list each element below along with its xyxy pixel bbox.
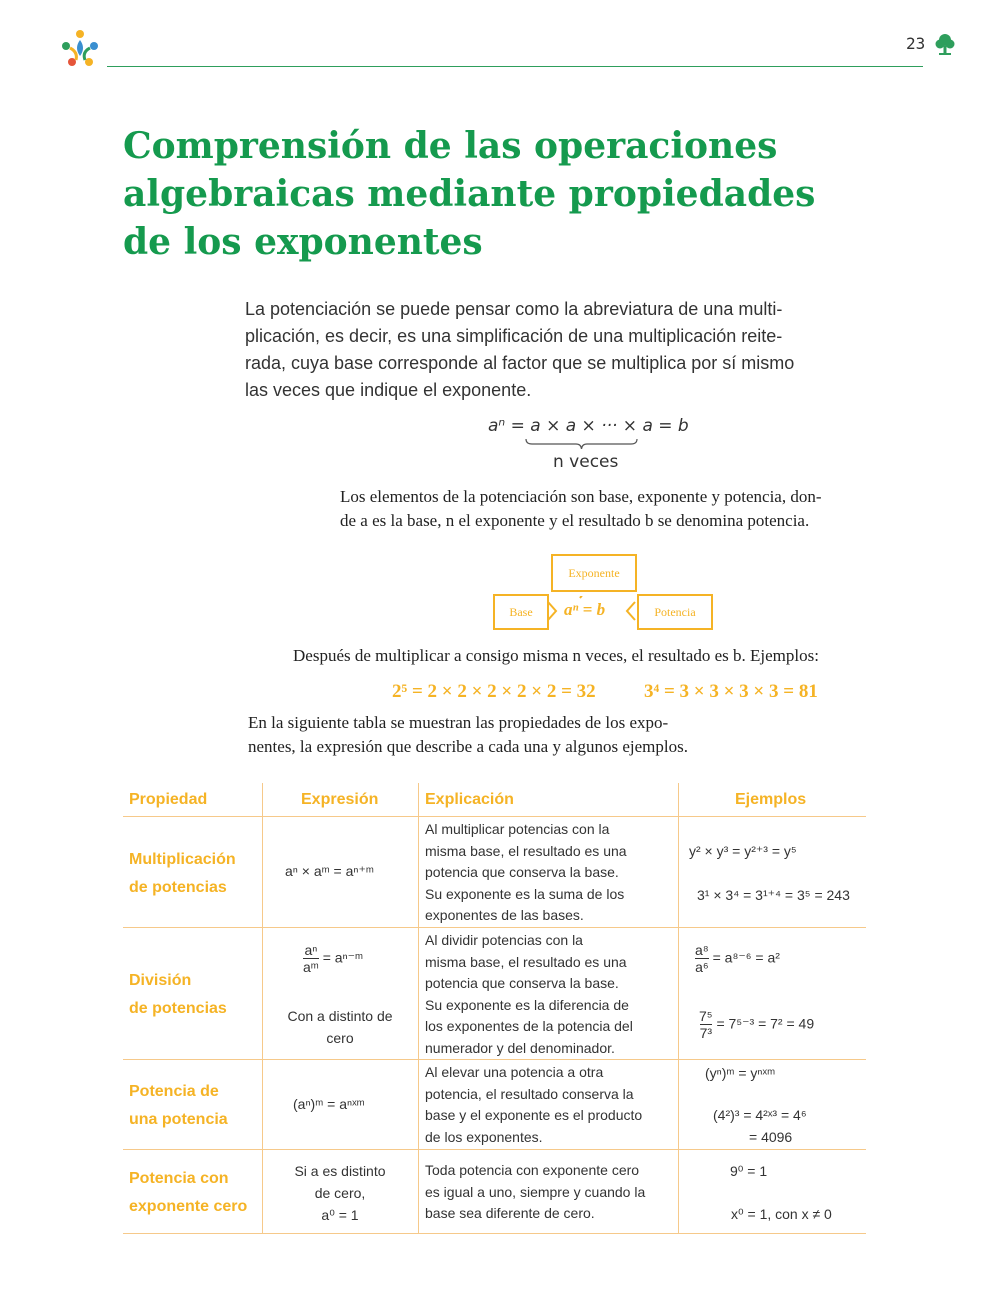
explanation-line: de los exponentes. — [425, 1128, 543, 1145]
fraction-numerator: aⁿ — [304, 942, 318, 958]
example-result: = 7⁵⁻³ = 7² = 49 — [716, 1015, 815, 1032]
fraction-denominator: 7³ — [699, 1025, 713, 1041]
explanation-line: los exponentes de la potencia del — [425, 1018, 633, 1034]
example-1: 2⁵ = 2 × 2 × 2 × 2 × 2 = 32 — [392, 681, 596, 702]
elements-line: de a es la base, n el exponente y el resultado b se denomina potencia. — [340, 511, 810, 530]
property-name — [129, 1165, 247, 1221]
expression-condition — [279, 1005, 401, 1049]
example-cell: 3¹ × 3⁴ = 3¹⁺⁴ = 3⁵ = 243 — [697, 887, 850, 903]
page-title — [123, 122, 816, 266]
table-col-divider — [678, 783, 679, 1233]
explanation-line: es igual a uno, siempre y cuando la — [425, 1183, 646, 1200]
power-formula: aⁿ = a × a × ··· × a = b — [488, 416, 689, 436]
property-line: de potencias — [129, 1000, 227, 1017]
example-cell — [695, 943, 780, 975]
underbrace — [524, 437, 639, 451]
property-name — [129, 967, 227, 1023]
explanation-cell — [425, 1062, 642, 1148]
intro-line: plicación, es decir, es una simplificación de una multiplicación reite- — [245, 326, 783, 346]
intro-line: rada, cuya base corresponde al factor que se multiplica por sí mismo — [245, 353, 795, 373]
example-cell: x⁰ = 1, con x ≠ 0 — [731, 1206, 832, 1222]
example-cell: y² × y³ = y²⁺³ = y⁵ — [689, 843, 797, 859]
expression-cell: aⁿ × aᵐ = aⁿ⁺ᵐ — [285, 863, 374, 879]
table-intro-paragraph — [248, 711, 688, 759]
example-cell — [699, 1009, 814, 1041]
table-intro-line: En la siguiente tabla se muestran las propiedades de los expo- — [248, 713, 669, 732]
explanation-cell — [425, 930, 633, 1059]
examples-intro: Después de multiplicar a consigo misma n veces, el resultado es b. Ejemplos: — [293, 646, 819, 665]
table-rule — [123, 1233, 866, 1234]
explanation-line: misma base, el resultado es una — [425, 842, 627, 859]
expression-result: = aⁿ⁻ᵐ — [322, 949, 364, 966]
explanation-cell — [425, 819, 627, 927]
expression-line: de cero, — [314, 1185, 366, 1201]
example-2: 3⁴ = 3 × 3 × 3 × 3 = 81 — [644, 681, 818, 702]
diagram-base-label: Base — [509, 604, 533, 619]
header-ejemplos: Ejemplos — [735, 791, 807, 808]
fraction-denominator: a⁶ — [695, 959, 709, 975]
property-line: Potencia de — [129, 1083, 219, 1100]
header-propiedad: Propiedad — [129, 791, 208, 808]
example-cell: 9⁰ = 1 — [730, 1163, 768, 1179]
intro-line: las veces que indique el exponente. — [245, 380, 532, 400]
property-line: Multiplicación — [129, 851, 236, 868]
example-cell: (yⁿ)ᵐ = yⁿˣᵐ — [705, 1065, 776, 1081]
intro-paragraph — [245, 296, 805, 404]
expression-fraction — [303, 943, 319, 975]
expression-line: Si a es distinto — [294, 1163, 386, 1179]
diagram-potencia-box — [637, 594, 713, 630]
brace-label: n veces — [553, 452, 619, 472]
table-rule — [123, 816, 866, 817]
tree-icon — [934, 32, 956, 56]
table-col-divider — [262, 783, 263, 1233]
expression-line: a⁰ = 1 — [321, 1207, 359, 1223]
property-line: Potencia con — [129, 1170, 229, 1187]
explanation-line: potencia que conserva la base. — [425, 975, 619, 991]
property-line: una potencia — [129, 1111, 228, 1128]
explanation-line: potencia, el resultado conserva la — [425, 1085, 634, 1102]
diagram-exponente-label: Exponente — [568, 565, 620, 580]
example-fraction — [699, 1009, 713, 1041]
property-name — [129, 846, 236, 902]
title-line: Comprensión de las operaciones — [123, 125, 778, 167]
explanation-line: exponentes de las bases. — [425, 907, 584, 923]
explanation-line: Su exponente es la diferencia de — [425, 996, 629, 1013]
explanation-line: base y el exponente es el producto — [425, 1107, 643, 1123]
explanation-line: Al multiplicar potencias con la — [425, 821, 610, 837]
explanation-line: potencia que conserva la base. — [425, 864, 619, 880]
explanation-line: Su exponente es la suma de los — [425, 885, 625, 902]
header-explicacion: Explicación — [425, 791, 514, 808]
title-line: de los exponentes — [123, 221, 483, 263]
explanation-line: Al elevar una potencia a otra — [425, 1064, 604, 1080]
elements-line: Los elementos de la potenciación son base, exponente y potencia, don- — [340, 487, 822, 506]
expression-cell — [269, 1160, 411, 1226]
table-intro-line: nentes, la expresión que describe a cada una y algunos ejemplos. — [248, 737, 688, 756]
explanation-line: numerador y del denominador. — [425, 1039, 615, 1056]
people-circle-logo — [58, 26, 102, 70]
table-col-divider — [418, 783, 419, 1233]
header-expresion: Expresión — [301, 791, 379, 808]
elements-paragraph — [340, 485, 822, 533]
table-rule — [123, 927, 866, 928]
header-rule — [107, 66, 923, 67]
table-rule — [123, 1059, 866, 1060]
fraction-denominator: aᵐ — [303, 959, 319, 975]
diagram-expression: aⁿ = b — [564, 600, 606, 619]
condition-line: Con a distinto de — [287, 1008, 393, 1024]
example-cell: (4²)³ = 4²ˣ³ = 4⁶ — [713, 1107, 807, 1123]
property-line: División — [129, 972, 192, 989]
explanation-line: base sea diferente de cero. — [425, 1205, 595, 1221]
explanation-line: Toda potencia con exponente cero — [425, 1162, 640, 1178]
example-fraction — [695, 943, 709, 975]
example-cell: = 4096 — [749, 1129, 793, 1145]
property-line: de potencias — [129, 879, 227, 896]
diagram-exponente-box — [551, 554, 637, 592]
property-line: exponente cero — [129, 1198, 248, 1215]
property-name — [129, 1078, 228, 1134]
table-rule — [123, 1149, 866, 1150]
intro-line: La potenciación se puede pensar como la abreviatura de una multi- — [245, 299, 783, 319]
condition-line: cero — [326, 1030, 354, 1046]
explanation-line: misma base, el resultado es una — [425, 953, 627, 970]
explanation-line: Al dividir potencias con la — [425, 932, 583, 948]
expression-cell — [303, 943, 363, 975]
diagram-potencia-label: Potencia — [654, 604, 696, 619]
explanation-cell — [425, 1160, 645, 1225]
fraction-numerator: a⁸ — [695, 942, 709, 958]
title-line: algebraicas mediante propiedades — [123, 173, 816, 215]
page-number: 23 — [906, 34, 926, 53]
example-result: = a⁸⁻⁶ = a² — [712, 949, 780, 966]
fraction-numerator: 7⁵ — [699, 1008, 713, 1024]
expression-cell: (aⁿ)ᵐ = aⁿˣᵐ — [293, 1096, 365, 1112]
